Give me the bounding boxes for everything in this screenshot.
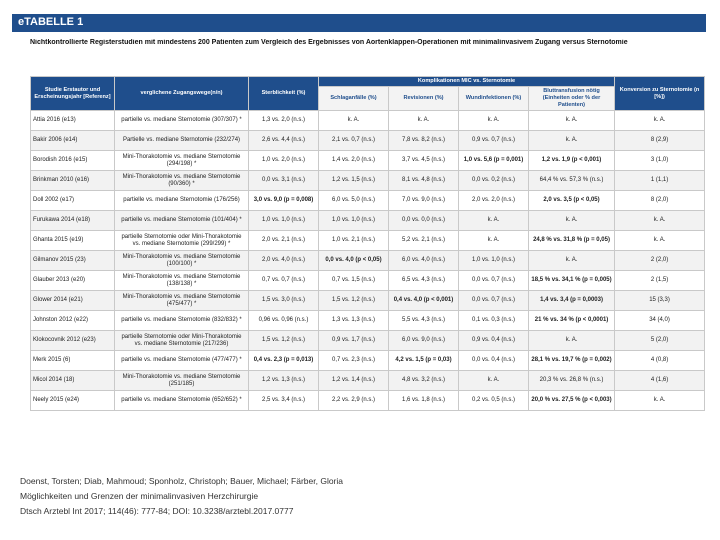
table-row — [31, 271, 705, 291]
cell-infection: k. A. — [459, 231, 529, 251]
cell-study: Furukawa 2014 (e18) — [31, 211, 115, 231]
cell-mortality: 0,7 vs. 0,7 (n.s.) — [249, 271, 319, 291]
cell-conversion: k. A. — [615, 391, 705, 411]
table-row — [31, 311, 705, 331]
cell-revision: 6,0 vs. 9,0 (n.s.) — [389, 331, 459, 351]
citation — [20, 474, 343, 519]
registry-studies-table — [30, 76, 705, 411]
cell-approach: partielle vs. mediane Sternotomie (652/652) * — [115, 391, 249, 411]
cell-conversion: 3 (1,0) — [615, 151, 705, 171]
header-conversion: Konversion zu Sternotomie (n [%]) — [615, 77, 705, 111]
cell-conversion: 4 (1,6) — [615, 371, 705, 391]
cell-infection: k. A. — [459, 111, 529, 131]
cell-mortality: 2,5 vs. 3,4 (n.s.) — [249, 391, 319, 411]
cell-mortality: 2,6 vs. 4,4 (n.s.) — [249, 131, 319, 151]
header-revision: Revisionen (%) — [389, 87, 459, 111]
cell-study: Borodish 2016 (e15) — [31, 151, 115, 171]
cell-transfusion: 24,8 % vs. 31,8 % (p = 0,05) — [529, 231, 615, 251]
citation-title: Möglichkeiten und Grenzen der minimalinvasiven Herzchirurgie — [20, 491, 259, 501]
cell-infection: 0,0 vs. 0,4 (n.s.) — [459, 351, 529, 371]
cell-revision: 0,4 vs. 4,0 (p < 0,001) — [389, 291, 459, 311]
cell-approach: partielle vs. mediane Sternotomie (477/477) * — [115, 351, 249, 371]
cell-infection: 0,9 vs. 0,7 (n.s.) — [459, 131, 529, 151]
cell-transfusion: k. A. — [529, 331, 615, 351]
cell-infection: 0,0 vs. 0,2 (n.s.) — [459, 171, 529, 191]
cell-conversion: k. A. — [615, 111, 705, 131]
cell-approach: Partielle vs. mediane Sternotomie (232/274) — [115, 131, 249, 151]
table-row — [31, 231, 705, 251]
cell-infection: 0,2 vs. 0,5 (n.s.) — [459, 391, 529, 411]
cell-revision: 5,5 vs. 4,3 (n.s.) — [389, 311, 459, 331]
header-approach: verglichene Zugangswege(n/n) — [115, 77, 249, 111]
cell-revision: 1,6 vs. 1,8 (n.s.) — [389, 391, 459, 411]
cell-revision: 8,1 vs. 4,8 (n.s.) — [389, 171, 459, 191]
cell-stroke: 1,4 vs. 2,0 (n.s.) — [319, 151, 389, 171]
cell-stroke: 1,0 vs. 2,1 (n.s.) — [319, 231, 389, 251]
cell-approach: partielle vs. mediane Sternotomie (176/256) — [115, 191, 249, 211]
header-infection: Wundinfektionen (%) — [459, 87, 529, 111]
cell-stroke: 0,7 vs. 1,5 (n.s.) — [319, 271, 389, 291]
cell-transfusion: k. A. — [529, 131, 615, 151]
cell-conversion: 4 (0,8) — [615, 351, 705, 371]
table-row — [31, 111, 705, 131]
citation-journal: Dtsch Arztebl Int 2017; 114(46): 777-84; DOI: 10.3238/arztebl.2017.0777 — [20, 506, 294, 516]
cell-conversion: 34 (4,0) — [615, 311, 705, 331]
cell-transfusion: 28,1 % vs. 19,7 % (p = 0,002) — [529, 351, 615, 371]
cell-stroke: 0,7 vs. 2,3 (n.s.) — [319, 351, 389, 371]
cell-revision: 6,5 vs. 4,3 (n.s.) — [389, 271, 459, 291]
cell-study: Micol 2014 (18) — [31, 371, 115, 391]
cell-revision: 5,2 vs. 2,1 (n.s.) — [389, 231, 459, 251]
cell-study: Gilmanov 2015 (23) — [31, 251, 115, 271]
cell-study: Attia 2016 (e13) — [31, 111, 115, 131]
cell-stroke: 2,1 vs. 0,7 (n.s.) — [319, 131, 389, 151]
cell-study: Klokocovnik 2012 (e23) — [31, 331, 115, 351]
cell-infection: k. A. — [459, 211, 529, 231]
table-body — [31, 111, 705, 411]
table-row — [31, 371, 705, 391]
table-row — [31, 151, 705, 171]
table-row — [31, 171, 705, 191]
cell-mortality: 1,0 vs. 1,0 (n.s.) — [249, 211, 319, 231]
cell-study: Merk 2015 (6) — [31, 351, 115, 371]
table-row — [31, 191, 705, 211]
cell-infection: 0,1 vs. 0,3 (n.s.) — [459, 311, 529, 331]
citation-authors: Doenst, Torsten; Diab, Mahmoud; Sponholz, Christoph; Bauer, Michael; Färber, Gloria — [20, 476, 344, 486]
cell-transfusion: 64,4 % vs. 57,3 % (n.s.) — [529, 171, 615, 191]
table-row — [31, 391, 705, 411]
header-mortality: Sterblichkeit (%) — [249, 77, 319, 111]
cell-approach: Mini-Thorakotomie vs. mediane Sternotomie (100/100) * — [115, 251, 249, 271]
cell-transfusion: k. A. — [529, 251, 615, 271]
header-study: Studie Erstautor und Erscheinungsjahr [Referenz] — [31, 77, 115, 111]
header-complications: Komplikationen MIC vs. Sternotomie — [319, 77, 615, 87]
cell-mortality: 0,96 vs. 0,96 (n.s.) — [249, 311, 319, 331]
cell-conversion: 8 (2,0) — [615, 191, 705, 211]
cell-mortality: 1,5 vs. 1,2 (n.s.) — [249, 331, 319, 351]
cell-revision: 7,8 vs. 8,2 (n.s.) — [389, 131, 459, 151]
cell-revision: 4,2 vs. 1,5 (p = 0,03) — [389, 351, 459, 371]
cell-transfusion: 2,0 vs. 3,5 (p < 0,05) — [529, 191, 615, 211]
cell-revision: k. A. — [389, 111, 459, 131]
cell-mortality: 2,0 vs. 4,0 (n.s.) — [249, 251, 319, 271]
cell-conversion: 2 (1,5) — [615, 271, 705, 291]
cell-mortality: 2,0 vs. 2,1 (n.s.) — [249, 231, 319, 251]
cell-approach: partielle vs. mediane Sternotomie (307/307) * — [115, 111, 249, 131]
table-row — [31, 331, 705, 351]
cell-conversion: k. A. — [615, 231, 705, 251]
cell-stroke: 2,2 vs. 2,9 (n.s.) — [319, 391, 389, 411]
cell-approach: Mini-Thorakotomie vs. mediane Sternotomie (475/477) * — [115, 291, 249, 311]
cell-approach: Mini-Thorakotomie vs. mediane Sternotomie (138/138) * — [115, 271, 249, 291]
cell-transfusion: 18,5 % vs. 34,1 % (p = 0,005) — [529, 271, 615, 291]
table-row — [31, 291, 705, 311]
cell-infection: 1,0 vs. 5,6 (p = 0,001) — [459, 151, 529, 171]
cell-revision: 0,0 vs. 0,0 (n.s.) — [389, 211, 459, 231]
cell-approach: partielle vs. mediane Sternotomie (101/404) * — [115, 211, 249, 231]
header-transfusion: Bluttransfusion nötig (Einheiten oder % der Patienten) — [529, 87, 615, 111]
table-row — [31, 211, 705, 231]
cell-approach: partielle vs. mediane Sternotomie (832/832) * — [115, 311, 249, 331]
table-title-bar — [12, 14, 706, 32]
cell-conversion: 1 (1,1) — [615, 171, 705, 191]
cell-study: Johnston 2012 (e22) — [31, 311, 115, 331]
cell-revision: 6,0 vs. 4,0 (n.s.) — [389, 251, 459, 271]
cell-conversion: 15 (3,3) — [615, 291, 705, 311]
cell-infection: 2,0 vs. 2,0 (n.s.) — [459, 191, 529, 211]
cell-approach: partielle Sternotomie oder Mini-Thorakotomie vs. mediane Sternotomie (217/236) — [115, 331, 249, 351]
cell-mortality: 3,0 vs. 9,0 (p = 0,008) — [249, 191, 319, 211]
cell-approach: Mini-Thorakotomie vs. mediane Sternotomie (251/185) — [115, 371, 249, 391]
cell-study: Brinkman 2010 (e16) — [31, 171, 115, 191]
cell-stroke: 0,9 vs. 1,7 (n.s.) — [319, 331, 389, 351]
cell-infection: k. A. — [459, 371, 529, 391]
cell-conversion: 2 (2,0) — [615, 251, 705, 271]
cell-transfusion: 21 % vs. 34 % (p < 0,0001) — [529, 311, 615, 331]
cell-conversion: 8 (2,9) — [615, 131, 705, 151]
cell-revision: 7,0 vs. 9,0 (n.s.) — [389, 191, 459, 211]
cell-study: Glauber 2013 (e20) — [31, 271, 115, 291]
cell-study: Doll 2002 (e17) — [31, 191, 115, 211]
cell-infection: 1,0 vs. 1,0 (n.s.) — [459, 251, 529, 271]
cell-study: Ghanta 2015 (e19) — [31, 231, 115, 251]
cell-transfusion: 20,0 % vs. 27,5 % (p < 0,003) — [529, 391, 615, 411]
cell-infection: 0,0 vs. 0,7 (n.s.) — [459, 271, 529, 291]
cell-mortality: 1,3 vs. 2,0 (n.s.) — [249, 111, 319, 131]
cell-infection: 0,0 vs. 0,7 (n.s.) — [459, 291, 529, 311]
cell-stroke: 1,5 vs. 1,2 (n.s.) — [319, 291, 389, 311]
cell-conversion: 5 (2,0) — [615, 331, 705, 351]
header-stroke: Schlaganfälle (%) — [319, 87, 389, 111]
cell-transfusion: 1,4 vs. 3,4 (p = 0,0003) — [529, 291, 615, 311]
cell-stroke: 1,3 vs. 1,3 (n.s.) — [319, 311, 389, 331]
cell-transfusion: 1,2 vs. 1,9 (p < 0,001) — [529, 151, 615, 171]
cell-conversion: k. A. — [615, 211, 705, 231]
table-title: eTABELLE 1 — [18, 16, 84, 28]
cell-revision: 3,7 vs. 4,5 (n.s.) — [389, 151, 459, 171]
cell-mortality: 0,0 vs. 3,1 (n.s.) — [249, 171, 319, 191]
cell-mortality: 1,0 vs. 2,0 (n.s.) — [249, 151, 319, 171]
cell-stroke: k. A. — [319, 111, 389, 131]
cell-approach: partielle Sternotomie oder Mini-Thorakotomie vs. mediane Sternotomie (299/299) * — [115, 231, 249, 251]
cell-study: Bakir 2006 (e14) — [31, 131, 115, 151]
cell-transfusion: 20,3 % vs. 26,8 % (n.s.) — [529, 371, 615, 391]
table-caption: Nichtkontrollierte Registerstudien mit mindestens 200 Patienten zum Vergleich des Ergebnisses von Aortenklappen-Operationen mit minimalinvasivem Zugang versus Sternotomie — [30, 39, 628, 46]
cell-study: Neely 2015 (e24) — [31, 391, 115, 411]
cell-study: Glower 2014 (e21) — [31, 291, 115, 311]
table-row — [31, 251, 705, 271]
cell-approach: Mini-Thorakotomie vs. mediane Sternotomie (90/360) * — [115, 171, 249, 191]
table-row — [31, 351, 705, 371]
cell-mortality: 1,2 vs. 1,3 (n.s.) — [249, 371, 319, 391]
cell-stroke: 0,0 vs. 4,0 (p < 0,05) — [319, 251, 389, 271]
cell-revision: 4,8 vs. 3,2 (n.s.) — [389, 371, 459, 391]
cell-mortality: 1,5 vs. 3,0 (n.s.) — [249, 291, 319, 311]
cell-transfusion: k. A. — [529, 111, 615, 131]
cell-approach: Mini-Thorakotomie vs. mediane Sternotomie (294/198) * — [115, 151, 249, 171]
cell-mortality: 0,4 vs. 2,3 (p = 0,013) — [249, 351, 319, 371]
cell-stroke: 1,2 vs. 1,4 (n.s.) — [319, 371, 389, 391]
cell-stroke: 1,2 vs. 1,5 (n.s.) — [319, 171, 389, 191]
cell-infection: 0,9 vs. 0,4 (n.s.) — [459, 331, 529, 351]
table-figure — [12, 14, 706, 464]
cell-transfusion: k. A. — [529, 211, 615, 231]
cell-stroke: 6,0 vs. 5,0 (n.s.) — [319, 191, 389, 211]
table-row — [31, 131, 705, 151]
cell-stroke: 1,0 vs. 1,0 (n.s.) — [319, 211, 389, 231]
